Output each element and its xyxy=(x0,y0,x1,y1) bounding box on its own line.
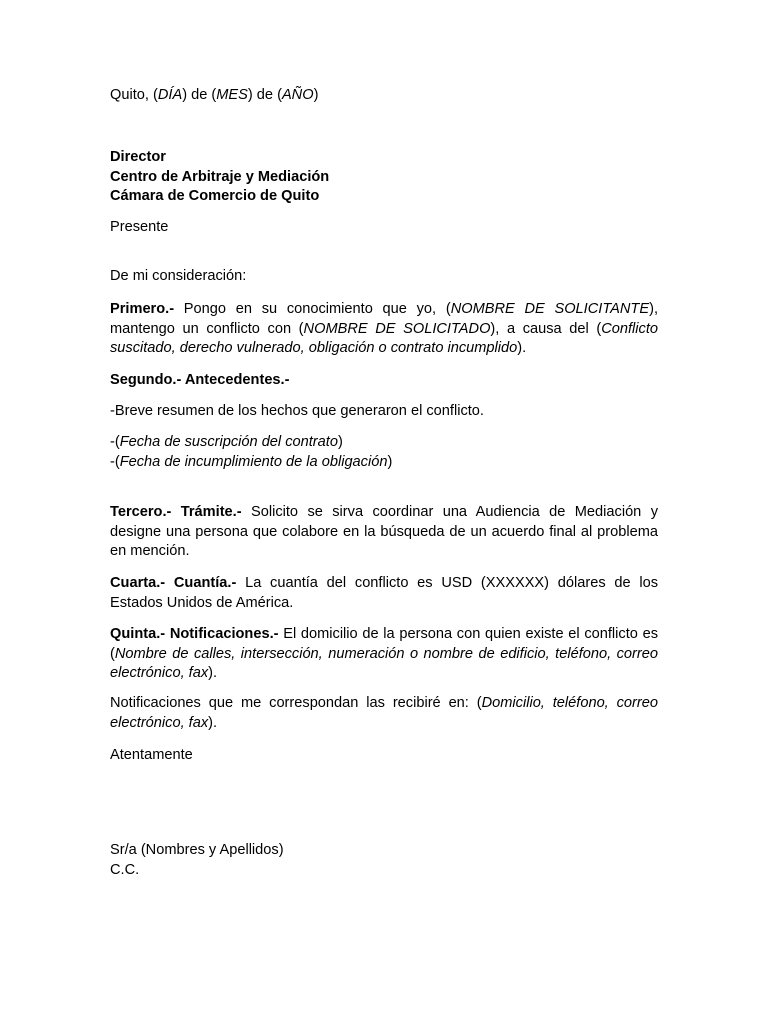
breach-date-placeholder: Fecha de incumplimiento de la obligación xyxy=(119,453,388,470)
date-line xyxy=(110,86,658,106)
section-label: Tercero.- Trámite.- xyxy=(110,504,242,520)
section-text: ). xyxy=(208,665,218,681)
presente-line: Presente xyxy=(110,219,169,235)
list-suffix: ) xyxy=(387,453,393,470)
list-prefix: -( xyxy=(110,434,120,450)
section-text: ). xyxy=(208,714,218,731)
section-label: Primero.- xyxy=(110,301,175,317)
antecedentes-summary: -Breve resumen de los hechos que generaron el conflicto. xyxy=(110,403,484,419)
applicant-name-placeholder: NOMBRE DE SOLICITANTE xyxy=(450,301,650,317)
section-primero xyxy=(110,300,658,359)
date-text: ) de ( xyxy=(247,87,282,103)
section-text: ). xyxy=(517,340,527,356)
respondent-name-placeholder: NOMBRE DE SOLICITADO xyxy=(303,320,491,337)
section-label: Quinta.- Notificaciones.- xyxy=(110,626,279,642)
date-year-placeholder: AÑO xyxy=(281,87,314,103)
date-day-placeholder: DÍA xyxy=(157,87,183,103)
date-month-placeholder: MES xyxy=(216,87,248,103)
section-text: Solicito se sirva coordinar una Audiencia de Mediación y designe una persona que colabore en la búsqueda de un acuerdo final al problema en mención. xyxy=(110,504,658,559)
section-text: La cuantía del conflicto es USD (XXXXXX) dólares de los Estados Unidos de América. xyxy=(110,575,659,611)
conflict-cause-placeholder: Conflicto suscitado, derecho vulnerado, obligación o contrato incumplido xyxy=(110,320,658,356)
list-item xyxy=(110,453,658,473)
list-item xyxy=(110,433,658,453)
list-suffix: ) xyxy=(337,434,343,450)
section-segundo-heading: Segundo.- Antecedentes.- xyxy=(110,372,290,388)
signature-name: Sr/a (Nombres y Apellidos) xyxy=(110,842,284,858)
section-quinta xyxy=(110,625,658,684)
closing-line: Atentamente xyxy=(110,747,193,763)
signature-id: C.C. xyxy=(110,861,140,878)
section-tercero xyxy=(110,503,658,562)
date-text: ) xyxy=(313,87,319,103)
recipient-title: Director xyxy=(110,149,166,165)
recipient-chamber: Cámara de Comercio de Quito xyxy=(110,188,320,204)
respondent-address-placeholder: Nombre de calles, intersección, numeración o nombre de edificio, teléfono, correo electrónico, fax xyxy=(110,645,658,681)
notifications-paragraph xyxy=(110,694,658,733)
date-text: ) de ( xyxy=(182,87,217,103)
recipient-block xyxy=(110,148,658,207)
section-text: Pongo en su conocimiento que yo, ( xyxy=(174,301,451,317)
section-text: ), a causa del ( xyxy=(490,320,602,337)
date-text: Quito, ( xyxy=(110,87,158,103)
list-prefix: -( xyxy=(110,453,120,470)
section-text: ), mantengo un conflicto con ( xyxy=(110,301,658,337)
contract-date-placeholder: Fecha de suscripción del contrato xyxy=(119,434,338,450)
section-label: Cuarta.- Cuantía.- xyxy=(110,575,237,591)
antecedentes-list xyxy=(110,433,658,472)
section-text: Notificaciones que me correspondan las recibiré en: ( xyxy=(110,695,482,711)
section-text: El domicilio de la persona con quien existe el conflicto es ( xyxy=(110,626,658,662)
signature-block xyxy=(110,841,658,880)
applicant-address-placeholder: Domicilio, teléfono, correo electrónico, fax xyxy=(110,695,658,731)
section-cuarta xyxy=(110,574,658,613)
recipient-organization: Centro de Arbitraje y Mediación xyxy=(110,168,330,185)
greeting-line: De mi consideración: xyxy=(110,268,247,284)
